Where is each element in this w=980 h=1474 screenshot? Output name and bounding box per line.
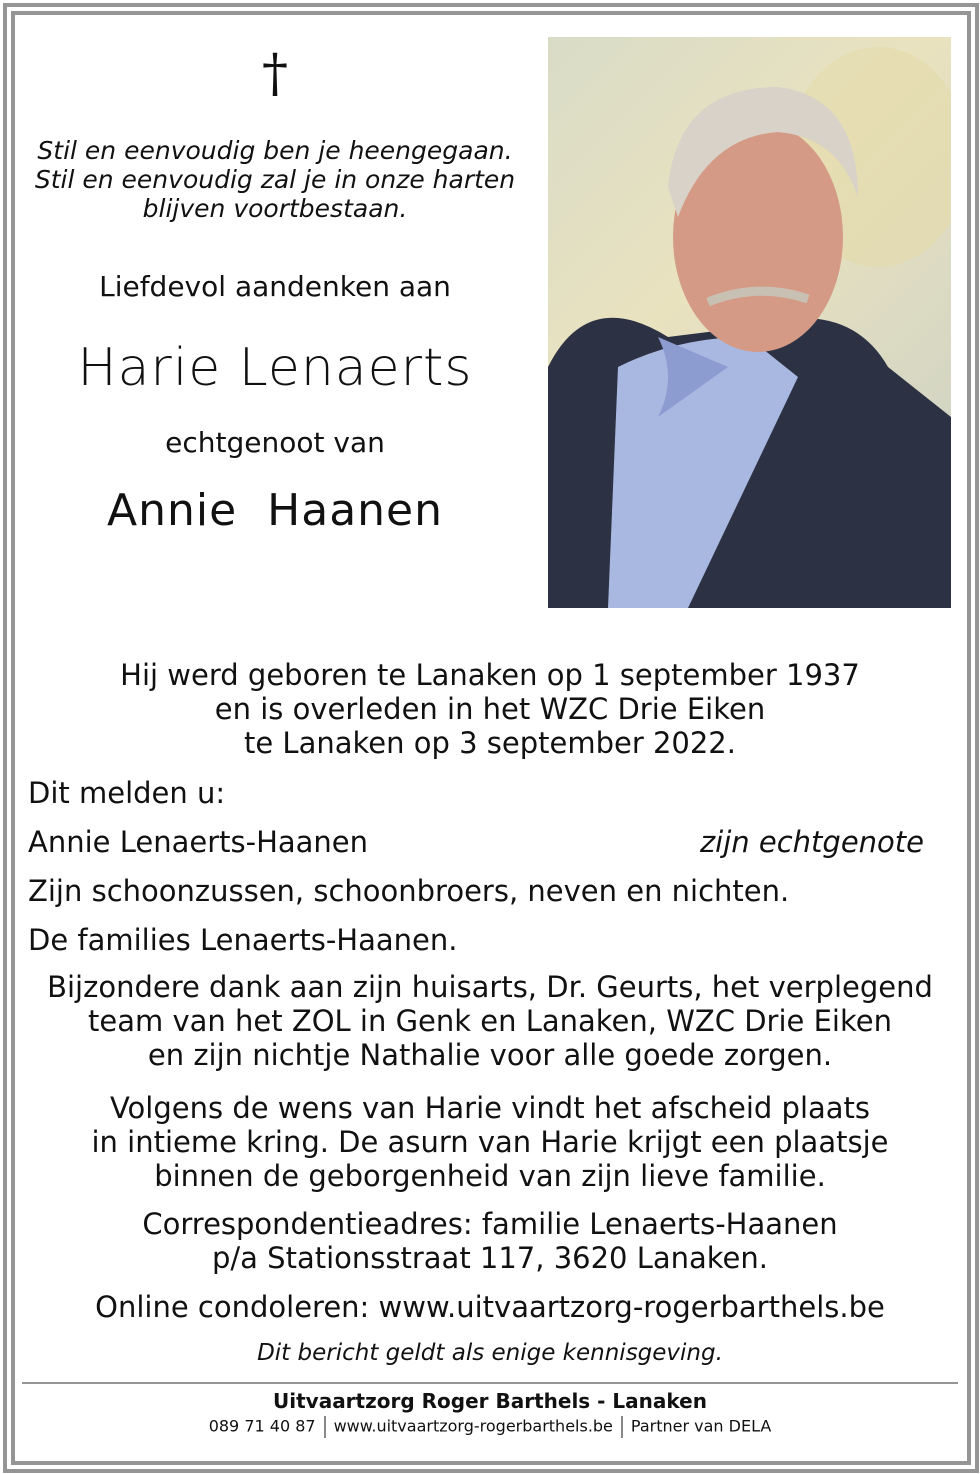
cross-icon: †	[262, 44, 288, 104]
footer-contact	[20, 1416, 960, 1438]
portrait-photo	[548, 37, 951, 608]
thanks-text	[20, 970, 960, 1072]
text-line: Bijzondere dank aan zijn huisarts, Dr. Geurts, het verplegend	[47, 970, 933, 1004]
birth-death-text	[20, 658, 960, 760]
text-line: en zijn nichtje Nathalie voor alle goede zorgen.	[147, 1038, 833, 1072]
intro-text: Liefdevol aandenken aan	[99, 270, 451, 303]
online-condolence-text: Online condoleren: www.uitvaartzorg-rogerbarthels.be	[95, 1290, 885, 1324]
footer-divider	[22, 1382, 958, 1384]
text-line: in intieme kring. De asurn van Harie krijgt een plaatsje	[91, 1125, 889, 1159]
separator	[621, 1416, 623, 1438]
text-line: p/a Stationsstraat 117, 3620 Lanaken.	[212, 1241, 768, 1275]
verse-line: Stil en eenvoudig ben je heengegaan.	[37, 136, 513, 165]
text-line: team van het ZOL in Genk en Lanaken, WZC Drie Eiken	[88, 1004, 892, 1038]
verse-line: blijven voortbestaan.	[142, 194, 408, 223]
verse-line: Stil en eenvoudig zal je in onze harten	[34, 165, 516, 194]
footer-phone: 089 71 40 87	[208, 1416, 316, 1436]
text-line: te Lanaken op 3 september 2022.	[244, 726, 736, 760]
announcer-role: zijn echtgenote	[699, 825, 924, 859]
notice-text: Dit bericht geldt als enige kennisgeving.	[257, 1340, 723, 1366]
announcer-name: Annie Lenaerts-Haanen	[28, 825, 369, 859]
text-line: Hij werd geboren te Lanaken op 1 september 1937	[120, 658, 860, 692]
text-line: Volgens de wens van Harie vindt het afscheid plaats	[109, 1091, 871, 1125]
deceased-name: Harie Lenaerts	[77, 338, 473, 398]
address-text	[20, 1207, 960, 1275]
separator	[324, 1416, 326, 1438]
relation-text: echtgenoot van	[165, 426, 385, 459]
verse	[20, 136, 530, 223]
footer-partner: Partner van DELA	[630, 1416, 772, 1436]
text-line: en is overleden in het WZC Drie Eiken	[214, 692, 766, 726]
spouse-name: Annie Haanen	[107, 485, 443, 536]
announcer-row: Zijn schoonzussen, schoonbroers, neven en nichten.	[28, 874, 790, 908]
announcers-label: Dit melden u:	[28, 776, 226, 810]
footer-website[interactable]: www.uitvaartzorg-rogerbarthels.be	[333, 1416, 613, 1436]
funeral-home-name: Uitvaartzorg Roger Barthels - Lanaken	[273, 1389, 707, 1413]
announcer-row	[28, 825, 928, 859]
text-line: binnen de geborgenheid van zijn lieve familie.	[154, 1159, 826, 1193]
farewell-text	[20, 1091, 960, 1193]
announcer-row: De families Lenaerts-Haanen.	[28, 923, 458, 957]
text-line: Correspondentieadres: familie Lenaerts-Haanen	[142, 1207, 838, 1241]
